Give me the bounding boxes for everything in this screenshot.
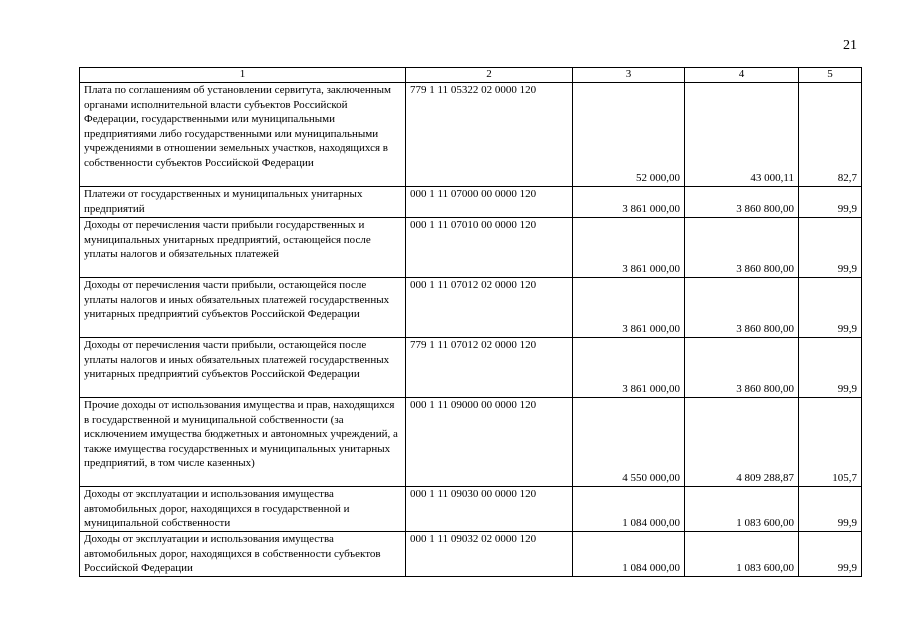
row-actual: 3 860 800,00 xyxy=(685,218,799,278)
column-header: 4 xyxy=(685,68,799,83)
row-actual: 3 860 800,00 xyxy=(685,278,799,338)
row-actual: 1 083 600,00 xyxy=(685,532,799,577)
table-row xyxy=(80,398,862,487)
row-percent: 99,9 xyxy=(799,218,862,278)
row-actual: 3 860 800,00 xyxy=(685,338,799,398)
row-percent: 99,9 xyxy=(799,187,862,218)
row-actual: 4 809 288,87 xyxy=(685,398,799,487)
table-header-row xyxy=(80,68,862,83)
row-code: 000 1 11 07010 00 0000 120 xyxy=(406,218,573,278)
row-percent: 82,7 xyxy=(799,83,862,187)
table-row xyxy=(80,83,862,187)
row-code: 779 1 11 07012 02 0000 120 xyxy=(406,338,573,398)
row-name: Доходы от эксплуатации и использования имущества автомобильных дорог, находящихся в государственной и муниципальной собственности xyxy=(80,487,406,532)
row-code: 779 1 11 05322 02 0000 120 xyxy=(406,83,573,187)
row-name: Доходы от перечисления части прибыли государственных и муниципальных унитарных предприятий, остающейся после уплаты налогов и обязательных платежей xyxy=(80,218,406,278)
row-plan: 1 084 000,00 xyxy=(573,487,685,532)
row-actual: 3 860 800,00 xyxy=(685,187,799,218)
column-header: 5 xyxy=(799,68,862,83)
row-code: 000 1 11 07012 02 0000 120 xyxy=(406,278,573,338)
row-name: Платежи от государственных и муниципальных унитарных предприятий xyxy=(80,187,406,218)
table-row xyxy=(80,218,862,278)
column-header: 3 xyxy=(573,68,685,83)
row-name: Прочие доходы от использования имущества и прав, находящихся в государственной и муниципальной собственности (за исключением имущества бюджетных и автономных учреждений, а также имущества государственных и муниципальных унитарных предприятий, в том числе казенных) xyxy=(80,398,406,487)
row-actual: 1 083 600,00 xyxy=(685,487,799,532)
row-plan: 3 861 000,00 xyxy=(573,338,685,398)
row-percent: 99,9 xyxy=(799,278,862,338)
row-plan: 4 550 000,00 xyxy=(573,398,685,487)
revenue-table xyxy=(79,67,862,577)
row-name: Доходы от эксплуатации и использования имущества автомобильных дорог, находящихся в собственности субъектов Российской Федерации xyxy=(80,532,406,577)
row-code: 000 1 11 09000 00 0000 120 xyxy=(406,398,573,487)
row-plan: 3 861 000,00 xyxy=(573,187,685,218)
page-number: 21 xyxy=(843,38,857,53)
table-row xyxy=(80,187,862,218)
row-code: 000 1 11 09032 02 0000 120 xyxy=(406,532,573,577)
row-plan: 3 861 000,00 xyxy=(573,278,685,338)
row-percent: 99,9 xyxy=(799,532,862,577)
row-code: 000 1 11 07000 00 0000 120 xyxy=(406,187,573,218)
row-plan: 1 084 000,00 xyxy=(573,532,685,577)
row-code: 000 1 11 09030 00 0000 120 xyxy=(406,487,573,532)
table-row xyxy=(80,338,862,398)
row-name: Доходы от перечисления части прибыли, остающейся после уплаты налогов и иных обязательных платежей государственных унитарных предприятий субъектов Российской Федерации xyxy=(80,278,406,338)
row-percent: 105,7 xyxy=(799,398,862,487)
table-row xyxy=(80,487,862,532)
row-name: Плата по соглашениям об установлении сервитута, заключенным органами исполнительной власти субъектов Российской Федерации, государственными или муниципальными предприятиями либо государственными или муниципальными учреждениями в отношении земельных участков, находящихся в собственности субъектов Российской Федерации xyxy=(80,83,406,187)
row-percent: 99,9 xyxy=(799,338,862,398)
table-row xyxy=(80,532,862,577)
row-percent: 99,9 xyxy=(799,487,862,532)
column-header: 1 xyxy=(80,68,406,83)
column-header: 2 xyxy=(406,68,573,83)
row-name: Доходы от перечисления части прибыли, остающейся после уплаты налогов и иных обязательных платежей государственных унитарных предприятий субъектов Российской Федерации xyxy=(80,338,406,398)
row-plan: 52 000,00 xyxy=(573,83,685,187)
row-actual: 43 000,11 xyxy=(685,83,799,187)
row-plan: 3 861 000,00 xyxy=(573,218,685,278)
table-row xyxy=(80,278,862,338)
